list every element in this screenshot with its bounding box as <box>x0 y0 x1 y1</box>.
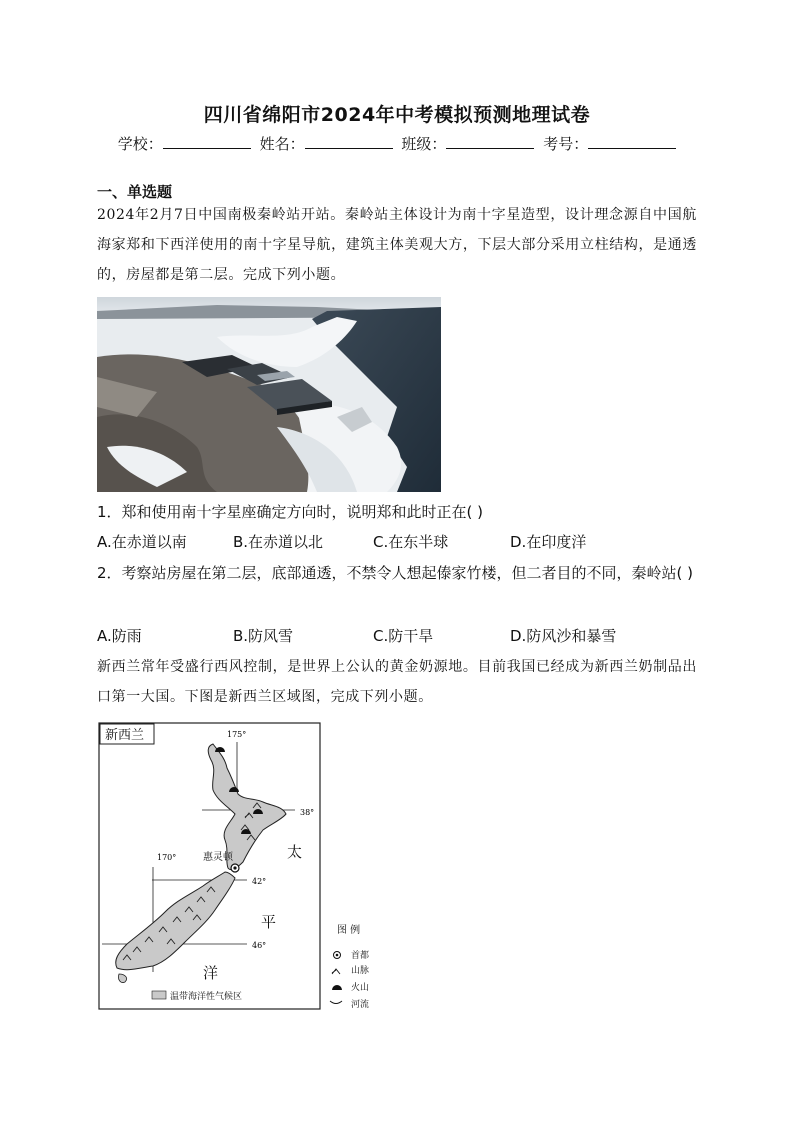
question-2-options <box>97 625 697 649</box>
passage-new-zealand: 新西兰常年受盛行西风控制，是世界上公认的黄金奶源地。目前我国已经成为新西兰奶制品出口第一大国。下图是新西兰区域图，完成下列小题。 <box>97 659 697 705</box>
legend-capital <box>334 949 370 961</box>
ocean-label-3: 洋 <box>203 964 219 982</box>
school-field: 学校： <box>118 135 251 153</box>
new-zealand-map <box>97 722 377 1012</box>
exam-number-blank[interactable] <box>588 136 676 149</box>
legend-volcano <box>332 981 369 993</box>
map-title: 新西兰 <box>105 728 145 743</box>
ocean-label-2: 平 <box>261 913 277 931</box>
question-2: 2．考察站房屋在第二层，底部通透，不禁令人想起傣家竹楼，但二者目的不同，秦岭站( ) <box>97 564 694 582</box>
legend-title: 图 例 <box>337 925 361 936</box>
student-info-line <box>0 133 794 154</box>
q1-option-b[interactable]: B.在赤道以北 <box>233 533 324 551</box>
ocean-label-1: 太 <box>287 843 303 861</box>
section-heading: 一、单选题 <box>97 183 173 201</box>
class-field: 班级： <box>401 135 534 153</box>
station-photo-image <box>97 297 441 492</box>
capital-label: 惠灵顿 <box>203 852 233 863</box>
q1-option-c[interactable]: C.在东半球 <box>373 533 449 551</box>
name-blank[interactable] <box>305 136 393 149</box>
q1-option-a[interactable]: A.在赤道以南 <box>97 533 187 551</box>
q2-option-d[interactable]: D.防风沙和暴雪 <box>510 627 617 645</box>
lat-label-38: 38° <box>300 808 315 817</box>
svg-text:河流: 河流 <box>351 1000 370 1010</box>
exam-number-field: 考号： <box>543 135 676 153</box>
q2-option-b[interactable]: B.防风雪 <box>233 627 294 645</box>
wellington-capital-marker <box>231 864 239 872</box>
q1-option-d[interactable]: D.在印度洋 <box>510 533 587 551</box>
svg-text:火山: 火山 <box>351 983 370 993</box>
svg-text:首都: 首都 <box>351 951 370 961</box>
legend-river <box>330 998 369 1010</box>
name-field: 姓名： <box>260 135 393 153</box>
lat-label-46: 46° <box>252 941 267 950</box>
question-1: 1．郑和使用南十字星座确定方向时，说明郑和此时正在( ) <box>97 503 484 521</box>
class-blank[interactable] <box>446 136 534 149</box>
svg-text:山脉: 山脉 <box>351 966 370 976</box>
page-title: 四川省绵阳市2024年中考模拟预测地理试卷 <box>203 104 591 126</box>
lon-label-175: 175° <box>227 730 247 739</box>
passage-qinling: 2024年2月7日中国南极秦岭站开站。秦岭站主体设计为南十字星造型，设计理念源自中国航海家郑和下西洋使用的南十字星导航，建筑主体美观大方，下层大部分采用立柱结构，是通透的，房屋都是第二层。完成下列小题。 <box>97 207 697 283</box>
lon-label-170: 170° <box>157 853 177 862</box>
shade-legend-label: 温带海洋性气候区 <box>170 992 243 1002</box>
qinling-station-photo <box>97 297 441 492</box>
q2-option-a[interactable]: A.防雨 <box>97 627 142 645</box>
lat-label-42: 42° <box>252 877 267 886</box>
question-1-options <box>97 531 697 555</box>
q2-option-c[interactable]: C.防干旱 <box>373 627 434 645</box>
school-blank[interactable] <box>163 136 251 149</box>
shade-legend-swatch <box>152 991 166 999</box>
legend-mountain <box>332 964 369 976</box>
